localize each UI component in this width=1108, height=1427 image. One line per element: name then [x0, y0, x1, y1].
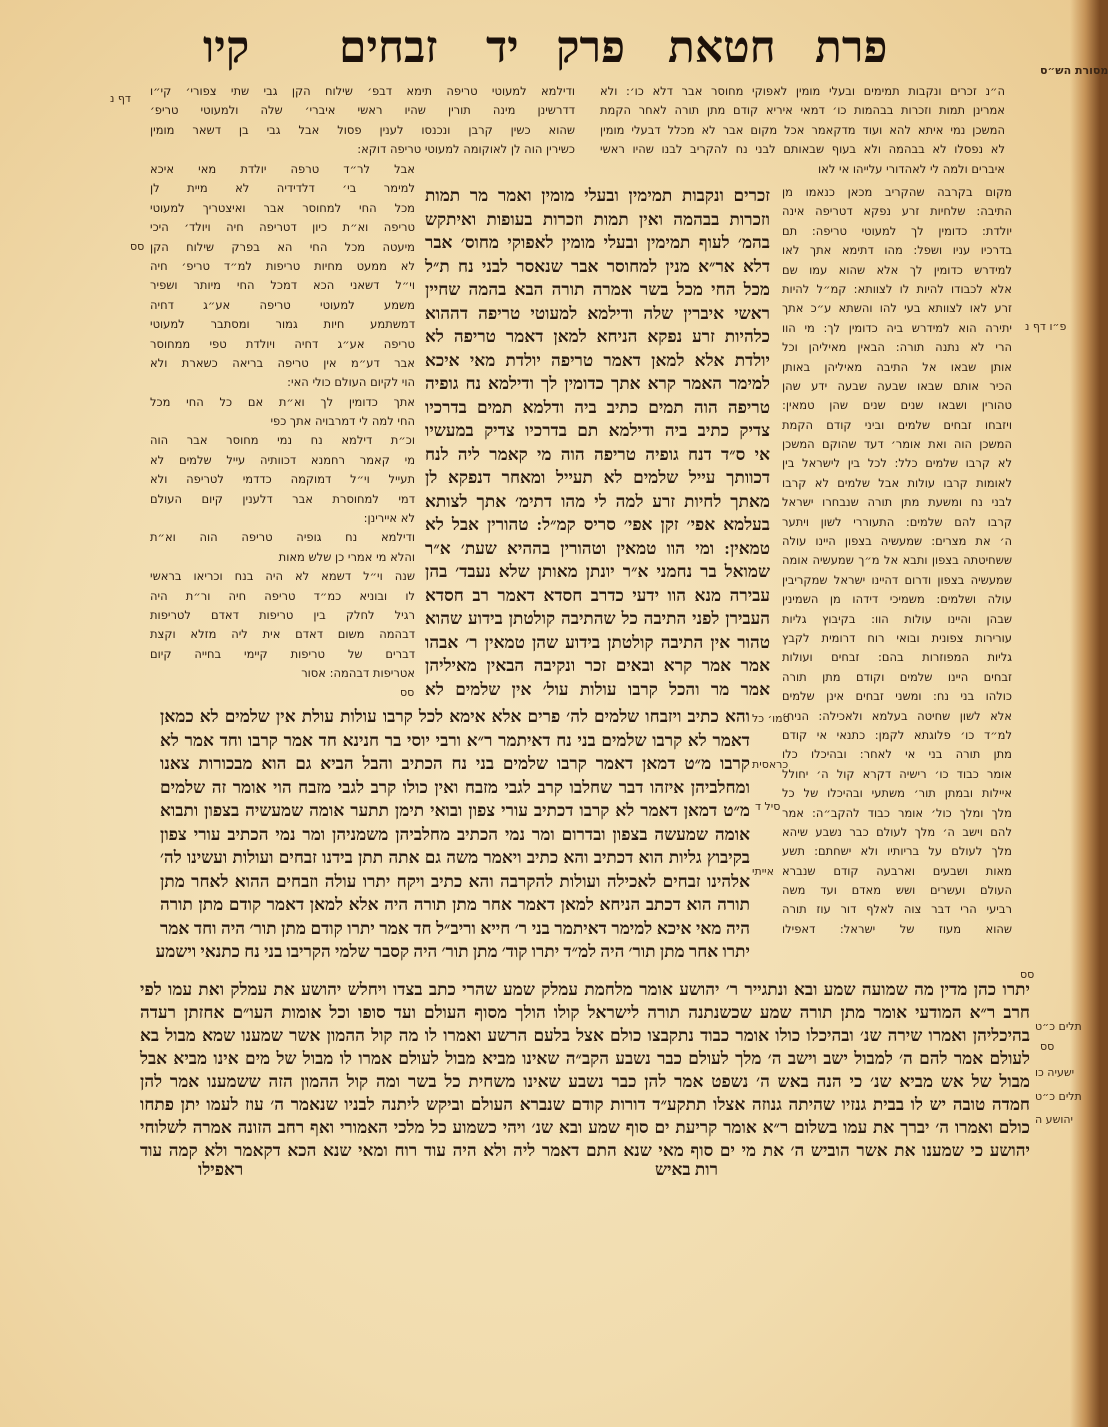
text-line: עבירה מנא הוו ידעי כדרב חסדא דאמר רב חסדא	[425, 585, 770, 605]
text-line: וזכרות בבהמה ואין תמות וזכרות בעופות ואיתקש	[425, 209, 770, 229]
text-line: הוי לקיום העולם כולי האי:	[287, 375, 415, 390]
text-line: מקום בקרבה שהקריב מכאן כנאמו מן	[782, 185, 1012, 199]
margin-ref-psalms-1: תלים כ״ט	[1035, 1020, 1082, 1033]
text-line: הרי לא נתנה תורה: הבאין מאיליהן וכל	[782, 340, 1012, 355]
text-line: בקיבוץ גליות הוא דכתיב והא כתיב ויאמר משה גם אתה תתן בידנו זבחים ועולות ועשינו לה׳	[160, 848, 750, 867]
text-line: בהמ׳ לעוף תמימין ובעלי מומין לאפוקי מחוס׳ אבר	[425, 233, 770, 252]
text-line: טמאין: ומי הוו טמאין וטהורין בההיא שעת׳ א״ר	[425, 538, 770, 558]
text-line: דלא אר״א מנין למחוסר אבר שנאסר לבני נח ת״ל	[425, 256, 770, 276]
text-line: והלא מי אמרי כן שלש מאות	[278, 549, 415, 564]
text-line: ה׳ את מצרים: שמעשיה בצפון היינו עולה	[782, 534, 1012, 549]
margin-mid-2: כראסית	[752, 758, 789, 771]
text-line: עורירות צפונית ובואי רוח דרומית לקבץ	[782, 630, 1012, 645]
header-folio-number: קיו	[203, 23, 250, 72]
text-line: שהוא מעוז של ישראל: דאפילו	[782, 921, 1012, 936]
text-line: יהושע כי שמענו את אשר הוביש ה׳ את מי ים סוף מאי שנא התם דאמר ליה ולא היה עוד רוח ומאי שנא הכא דקאמר ולא קמה עוד	[140, 1141, 1030, 1160]
tosafot-column	[150, 160, 415, 684]
text-line: יתרו כהן מדין מה שמועה שמע ובא ונתגייר ר׳ יהושע אומר מלחמת עמלק שמע שהרי כתב בצדו ויחלש יהושע את עמלק ואת עמו לפי	[140, 980, 1030, 999]
text-line: מכל החי למחוסר אבר ואיצטריך למעוטי	[150, 200, 415, 215]
text-line: יולדת: כדומין לך למעוטי טריפה: תם	[782, 223, 1012, 238]
header-chapter-number: יד	[486, 23, 519, 72]
text-line: זבחים היינו שלמים וקודם מתן תורה	[782, 669, 1012, 684]
text-line: דברים של טריפות קיימי בחייה קיום	[150, 646, 415, 661]
text-line: דאמר לא קרבו שלמים בני נח דאיתמר ר״א ורבי יוסי בר חנינא חד אמר קרבו וחד אמר לא	[160, 730, 750, 750]
text-line: וכ״ת דילמא נח נמי מחוסר אבר הוה	[150, 433, 415, 448]
margin-mid-3: סיל ד	[755, 800, 781, 813]
text-line: והא כתיב ויזבחו שלמים לה׳ פרים אלא אימא לכל קרבו עולות עולת אין שלמים לא כמאן	[160, 707, 750, 726]
text-line: לא קרבו שלמים כלל: לכל בין לישראל בין	[782, 456, 1012, 471]
text-line: דכוותך עייל שלמים לא תעייל ומאחר דנפקא לן	[425, 468, 770, 487]
text-line: לא נפסלו לא בבהמה ולא בעוף שבאותם לבני נח להקריב לבנו שהיו ראשי	[600, 142, 1005, 157]
text-line: ראשי איברין שלה ודילמא למעוטי טריפה דההוא	[425, 303, 770, 323]
rashi-top	[600, 82, 1005, 179]
header-tractate: זבחים	[339, 23, 438, 72]
text-line: אומה שמעשה בצפון ובדרום ומר נמי הכתיב מחלביהן משמניהן ומר נמי הכתיב עורי צפון	[160, 824, 750, 844]
text-line: מבול של אש מביא שנ׳ כי הנה באש ה׳ נשפט אמר להן כבר נשבע שאינו משחית כל בשר ומה קול ההמון הזה ששמענו אמר להן	[140, 1072, 1030, 1091]
text-line: טהורין ושבאו שנים שנים שהן טמאין:	[782, 398, 1012, 413]
text-line: למ״ד כו׳ פלוגתא לקמן: כתנאי אי קודם	[782, 727, 1012, 742]
text-line: אלהינו זבחים לאכילה ועולות להקרבה והא כתיב ויקח יתרו עולה וזבחים ההוא לאחר מתן	[160, 871, 750, 891]
text-line: קרבו להם שלמים: התעוררי לשון ויתער	[782, 514, 1012, 529]
margin-ref-psalms-2: תלים כ״ט	[1035, 1090, 1082, 1103]
text-line: טריפה אע״ג דחיה ויולדת טפי ממחוסר	[150, 336, 415, 351]
text-line: טריפה וא״ת כיון דטריפה חיה ויולד׳ היכי	[150, 220, 415, 235]
text-line: מלך לעולם על בריותיו ולא ישחתם: תשע	[782, 844, 1012, 859]
text-line: למימר בי׳ דלדידיה לא מיית לן	[150, 181, 415, 196]
text-line: עולה ושלמים: משמיכי דידהו מן השמינין	[782, 592, 1012, 607]
text-line: ודילמא נח גופיה טריפה הוה וא״ת	[150, 530, 415, 545]
text-line: רגיל לחלק בין טריפות דאדם לטריפות	[150, 607, 415, 622]
text-line: תעייל וי״ל דמוקמה כדדמי לטריפה ולא	[150, 472, 415, 487]
text-line: בעלמא אפי׳ זקן אפי׳ סריס קמ״ל: טהורין אבל לא	[425, 515, 770, 534]
text-line: שמואל בר נחמני א״ר יונתן מאותן שלא נעבד׳ בהן	[425, 562, 770, 581]
text-line: כולם ואמרו ה׳ יברך את עמו בשלום ר״א אומר קריעת ים סוף שמע ובא שנ׳ ויהי כשמוע כל מלכי האמורי ואף רחב הזונה אמרה לשלוחי	[140, 1118, 1030, 1137]
text-line: ודילמא למעוטי טריפה תימא דבפ׳ שילוח הקן גבי שתי צפורי׳ קי״ו	[150, 84, 575, 98]
text-line: חרב ר״א המודעי אומר מתן תורה שמע שכשנתנה תורה לישראל קולו הולך מסוף העולם ועד סופו וכל אומות העו״ם אחזתן רעדה	[140, 1003, 1030, 1022]
text-line: אבר דע״מ אין טריפה בריאה כשארת ולא	[150, 355, 415, 370]
text-line: ה״נ זכרים ונקבות תמימים ובעלי מומין לאפוקי מחוסר אבר דלא כו׳: ולא	[600, 84, 1005, 98]
margin-mid-1: סמו׳ כל	[752, 712, 790, 725]
masoret-hashas-label: מסורת הש״ס	[1040, 64, 1108, 77]
text-line: שבהן והיינו עולות הוו: בקיבוץ גליות	[782, 611, 1012, 626]
text-line: זרע לאו לצוותא בעי להו והשתא ע״כ אתך	[782, 301, 1012, 316]
text-line: לא איירינן:	[363, 511, 415, 526]
text-line: חמדה טובה יש לו בבית גנזיו שהיתה גנוזה אצלו תתקע״ד דורות קודם שנברא העולם וביקש ליתנה לבניו שנאמר ה׳ עוז לעמו יתן פתחו	[140, 1095, 1030, 1114]
text-line: דמי למחוסרת אבר דלענין קיום העולם	[150, 491, 415, 506]
text-line: מכל החי מכל בשר אמרה תורה הבא בהמה שחיין	[425, 280, 770, 299]
text-line: לבני נח ומשעת מתן תורה שנבחרו ישראל	[782, 495, 1012, 510]
text-line: דדרשינן מינה תורין שהיו ראשי איברי׳ שלה ולמעוטי טריפ׳	[150, 103, 575, 118]
text-line: איברים ולמה לי לאהדורי עלייהו אי לאו	[818, 161, 1005, 176]
text-line: מאתך לחיות זרע למה לי מהו דתימ׳ אתך לצותא	[425, 491, 770, 511]
gemara-bottom	[140, 978, 1030, 1162]
text-line: מאות ושבעים וארבעה קודם שנברא	[782, 863, 1012, 878]
text-line: יתירה הוא למידרש ביה כדומין לך: מי הוו	[782, 320, 1012, 335]
text-line: אטריפות דבהמה: אסור	[301, 666, 415, 681]
text-line: מיעטה מכל החי הא בפרק שילוח הקן	[150, 239, 415, 254]
margin-ref-isaiah: ישעיה כו	[1035, 1066, 1075, 1079]
margin-bottom-ss: סס	[1020, 968, 1035, 981]
margin-mid-4: אייתי	[752, 865, 774, 878]
text-line: איילות ובמתן תור׳ משתעי ובהיכלו של כל	[782, 786, 1012, 801]
text-line: אלא לכבודו להיות לו לצוותא: קמ״ל להיות	[782, 281, 1012, 296]
text-line: העבירן לפני התיבה כל שהתיבה קולטתן בידוע שהוא	[425, 609, 770, 628]
text-line: לא ממעט מחיות טריפות למ״ד טריפ׳ חיה	[150, 258, 415, 273]
text-line: מי קאמר רחמנא דכוותיה עייל שלמים לא	[150, 452, 415, 467]
text-line: אמרינן תמות וזכרות בבהמות כו׳ דמאי איריא קודם מתן תורה לאחר הקמת	[600, 103, 1005, 118]
text-line: אי ס״ד דנח גופיה טריפה הוה מי קאמר ליה לנח	[425, 444, 770, 464]
text-line: גליות המפוזרות בהם: זבחים ועולות	[782, 650, 1012, 665]
tosafot-top	[150, 82, 575, 160]
text-line: משמע למעוטי טריפה אע״ג דחיה	[150, 297, 415, 312]
text-line: טריפה הוה תמים כתיב ביה ודלמא תמים בדרכיו	[425, 397, 770, 417]
rashi-column	[782, 183, 1012, 939]
text-line: בהיכליהן ואמרו שירה שנ׳ ובהיכלו כולו אומר כבוד נתקבצו כולם אצל בלעם הרשע ואמרו לו מה קול ההמון אשר שמענו שמא מבול בא	[140, 1026, 1030, 1045]
text-line: דמשתמע חיות גמור ומסתבר למעוטי	[150, 317, 415, 332]
text-line: בדרכיו עניו ושפל: מהו דתימא אתך לאו	[782, 243, 1012, 258]
text-line: אומר כבוד כו׳ רישיה דקרא קול ה׳ יחולל	[782, 766, 1012, 781]
text-line: העולם ועשרים ושש מאדם ועד משה	[782, 883, 1012, 898]
margin-note-right: פ״ו דף נ	[1025, 320, 1067, 333]
gemara-wide	[155, 705, 750, 964]
text-line: כשירין הוה לן לאוקומה למעוטי טריפה דוקא:	[357, 142, 575, 157]
text-line: יתרו אחר מתן תור׳ היה למ״ד יתרו קוד׳ מתן תור׳ היה קסבר שלמי הקריבו בני נח כתנאי וישמע	[155, 942, 750, 961]
text-line: למידרש כדומין לך אלא שהוא עמו שם	[782, 262, 1012, 277]
text-line: היה מאי איכא למימר דאיתמר בני ר׳ חייא וריב״ל חד אמר יתרו קודם מתן תור׳ היה וחד אמר	[160, 918, 750, 938]
text-line: קרבו מ״ט דמאן דאמר קרבו שלמים בני נח הכתיב והבל הביא גם הוא מבכורות צאנו	[160, 754, 750, 773]
text-line: לעולם אמר להם ה׳ למבול ישב וישב ה׳ מלך לעולם כבר נשבע הקב״ה שאינו מביא מבול לעולם אמרו לו מבול של מים אינו מביא אבל	[140, 1049, 1030, 1068]
margin-ss-1: סס	[130, 240, 145, 253]
margin-ref-ss: סס	[1040, 1040, 1055, 1053]
margin-daf-ref: דף נ	[110, 92, 131, 105]
margin-ref-joshua: יהושע ה	[1035, 1113, 1074, 1126]
text-line: לו ובוניא כמ״ד טריפה חיה ור״ת היה	[150, 588, 415, 603]
text-line: כולהו בני נח: ומשני זבחים אינן שלמים	[782, 689, 1012, 704]
header-chatat: חטאת	[668, 23, 776, 72]
text-line: כלהיות זרע נפקא הניחא למאן דאמר טריפה לא	[425, 327, 770, 346]
gemara-main	[425, 184, 770, 701]
catchword-left: ראפילו	[198, 1160, 244, 1179]
text-line: המשכן הוה ואת אומר׳ דעד שהוקם המשכן	[782, 437, 1012, 452]
text-line: החי למה לי דמרבויה אתך כפי	[270, 414, 415, 429]
text-line: לאומות קרבו עולות אבל שלמים לא קרבו	[782, 475, 1012, 490]
text-line: אמר אמר קרא ובאים זכר ונקיבה הבאין מאיליהן	[425, 656, 770, 675]
text-line: אלא לשון שחיטה בעלמא ולאכילה: הניח׳	[782, 708, 1012, 723]
margin-ss-2: סס	[400, 686, 415, 699]
text-line: מ״ט דמאן דאמר לא קרבו דכתיב עורי צפון ובואי תימן תתער אומה שמעשיה בצפון ותבוא	[160, 801, 750, 820]
text-line: זכרים ונקבות תמימין ובעלי מומין ואמר מר תמות	[425, 186, 770, 205]
text-line: המשכן נמי איתא להא ועוד מדקאמר אכל מקום אבר לא מכלל דבעלי מומין	[600, 122, 1005, 137]
text-line: התיבה: שלחיות זרע נפקא דטריפה אינה	[782, 204, 1012, 219]
text-line: ויזבחו זבחים שלמים וביני קודם הקמת	[782, 417, 1012, 432]
text-line: למימר האמר קרא אתך כדומין לך ודילמא נח גופיה	[425, 374, 770, 393]
text-line: שנה וי״ל דשמא לא היה בנח וכריאו בראשי	[150, 569, 415, 584]
text-line: וי״ל דשאני הכא דמכל החי מיותר ושפיר	[150, 278, 415, 293]
text-line: אמר מר והכל קרבו עולות עול׳ אין שלמים לא	[425, 679, 770, 699]
text-line: להם וישב ה׳ מלך לעולם כבר נשבע שיהא	[782, 824, 1012, 839]
text-line: דבהמה משום דאדם אית ליה מזלא וקצת	[150, 627, 415, 642]
text-line: תורה הוא דכתב הניחא למאן דאמר אחר מתן תורה היה אלא למאן דאמר קודם מתן תורה	[160, 895, 750, 914]
text-line: הכיר אותם שבאו שבעה שבעה ידע שהן	[782, 378, 1012, 393]
text-line: ששחיטתה בצפון ותבא אל מ״ך שמעשיה אומה	[782, 553, 1012, 568]
text-line: יולדת אלא למאן דאמר טריפה יולדת מאי איכא	[425, 350, 770, 370]
text-line: אותן שבאו אל התיבה מאיליהן באותן	[782, 359, 1012, 374]
text-line: טהור אין התיבה קולטתן בידוע שהן טמאין ר׳ אבהו	[425, 632, 770, 652]
header-perek: פרק	[556, 23, 626, 72]
text-line: צדיק כתיב ביה ודילמא תם בדרכיו צדיק במעשיו	[425, 421, 770, 440]
text-line: מתן תורה בני אי לאחר: ובהיכלו כלו	[782, 747, 1012, 762]
header-parah: פרת	[815, 23, 888, 72]
text-line: מלך ומלך כול׳ אומר כבוד להקב״ה: אמר	[782, 805, 1012, 820]
text-line: אתך כדומין לך וא״ת אם כל החי מכל	[150, 394, 415, 409]
text-line: רביעי הרי דבר צוה לאלף דור עוז תורה	[782, 902, 1012, 917]
text-line: אבל לר״ד טרפה יולדת מאי איכא	[150, 162, 415, 176]
text-line: ומחלביהן איזהו דבר שחלבו קרב לגבי מזבח ואין כולו קרב לגבי מזבח הוי אומר זה שלמים	[160, 777, 750, 797]
text-line: שמעשיה בצפון ודרום דהיינו ישראל שמקריבין	[782, 572, 1012, 587]
catchword-right: רות באיש	[655, 1160, 718, 1179]
text-line: שהוא כשין קרבן ונכנסו לענין פסול אבל גבי בן דשאר מומין	[150, 122, 575, 137]
